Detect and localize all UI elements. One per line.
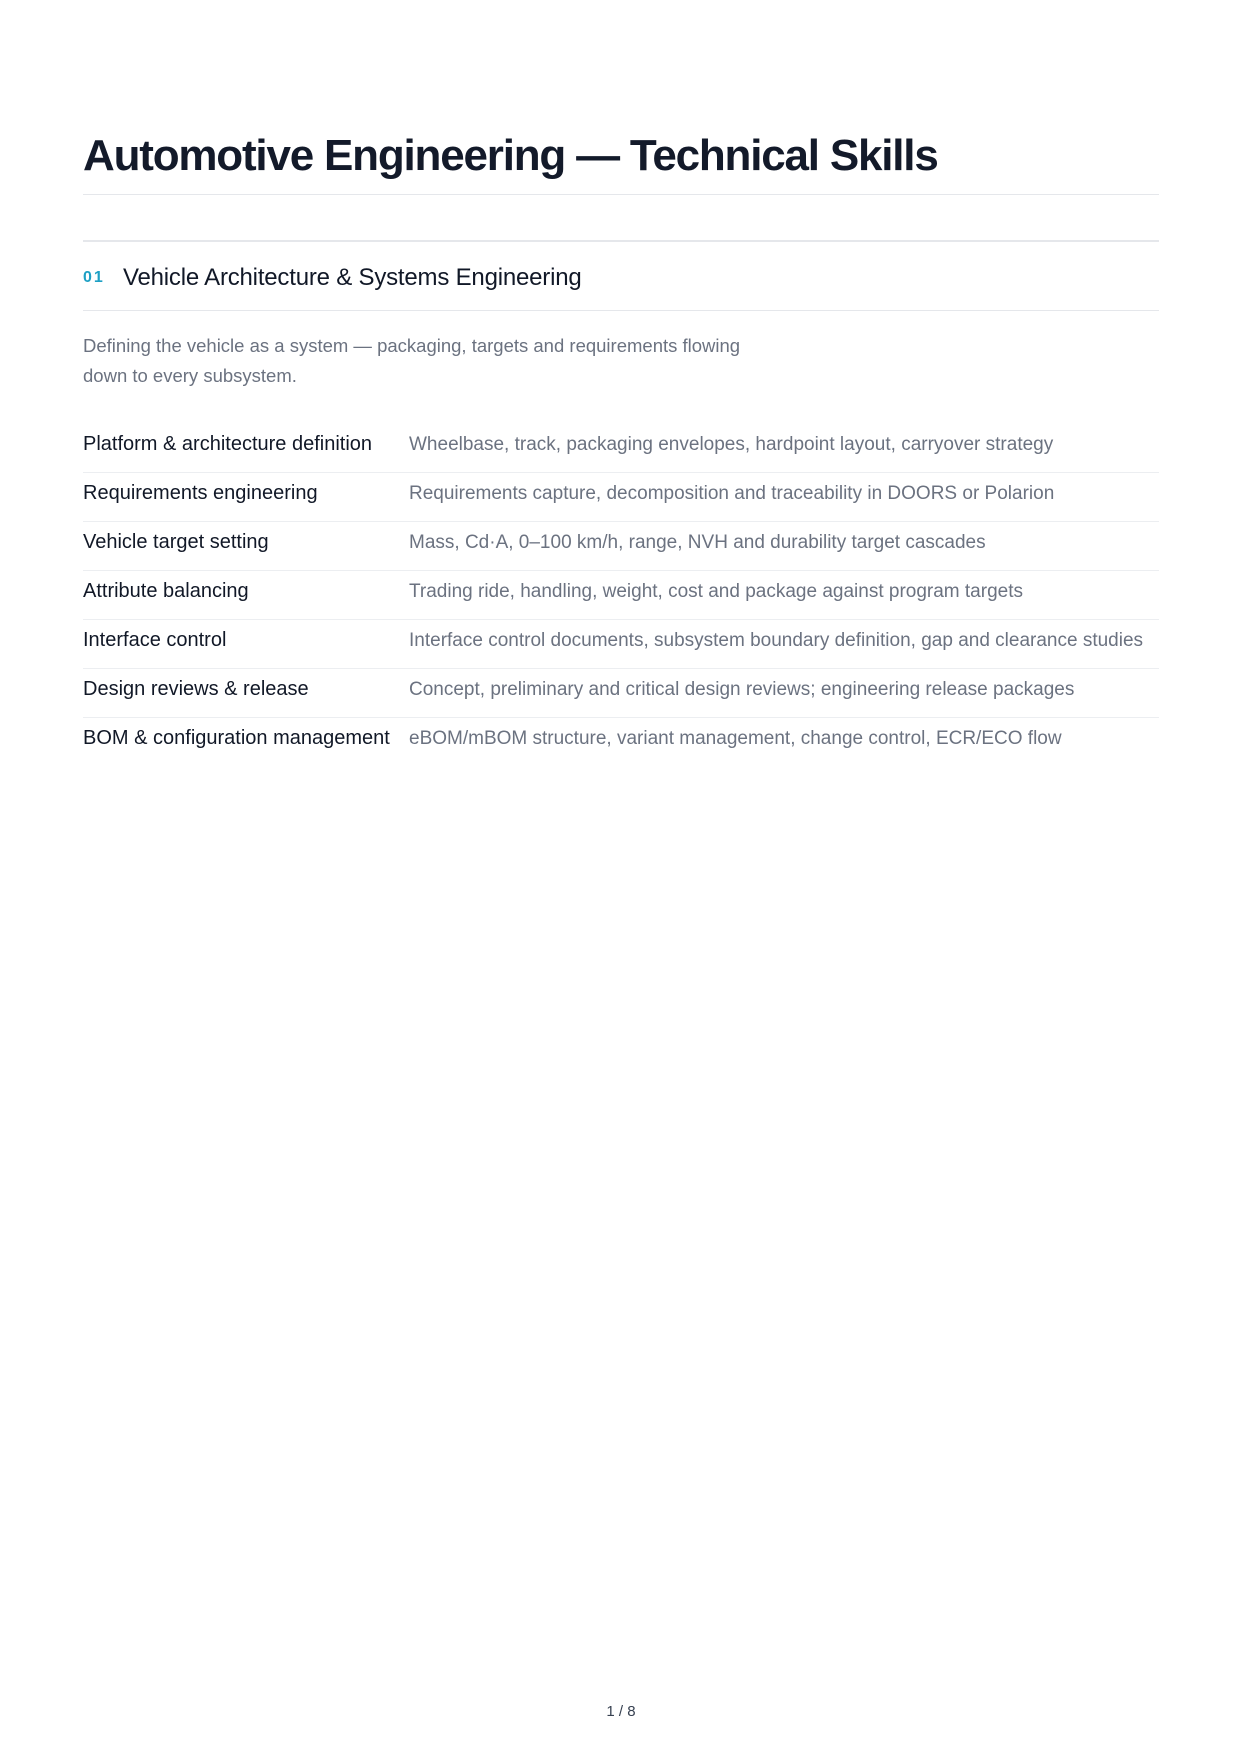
document-title: Automotive Engineering — Technical Skills (83, 131, 938, 180)
skill-detail: Trading ride, handling, weight, cost and package against program targets (409, 581, 1023, 602)
skill-row (83, 522, 1159, 571)
section-number: 01 (83, 269, 105, 286)
skill-row (83, 669, 1159, 718)
skill-detail: Concept, preliminary and critical design reviews; engineering release packages (409, 679, 1075, 700)
skill-name: Interface control (83, 629, 227, 651)
section-description: Defining the vehicle as a system — packaging, targets and requirements flowing down to every subsystem. (83, 335, 741, 386)
skill-name: Design reviews & release (83, 678, 309, 700)
skill-name: Vehicle target setting (83, 531, 269, 553)
skill-row (83, 473, 1159, 522)
skill-detail: eBOM/mBOM structure, variant management, change control, ECR/ECO flow (409, 728, 1062, 749)
section-title: Vehicle Architecture & Systems Engineering (123, 264, 582, 291)
page-number: 1 / 8 (606, 1703, 636, 1720)
skill-name: Platform & architecture definition (83, 433, 373, 455)
section-bottom-divider (83, 310, 1159, 311)
skills-table (83, 424, 1159, 766)
skill-detail: Mass, Cd·A, 0–100 km/h, range, NVH and durability target cascades (409, 532, 986, 553)
skill-detail: Interface control documents, subsystem boundary definition, gap and clearance studies (409, 630, 1144, 651)
skill-name: Attribute balancing (83, 580, 249, 602)
skill-row (83, 620, 1159, 669)
section-header (83, 262, 1159, 294)
skill-row (83, 424, 1159, 473)
skill-row (83, 571, 1159, 620)
skill-name: Requirements engineering (83, 482, 318, 504)
skill-detail: Requirements capture, decomposition and traceability in DOORS or Polarion (409, 483, 1055, 504)
skill-detail: Wheelbase, track, packaging envelopes, hardpoint layout, carryover strategy (409, 434, 1054, 455)
skill-row (83, 718, 1159, 766)
section-top-divider (83, 240, 1159, 242)
title-divider (83, 194, 1159, 195)
skill-name: BOM & configuration management (83, 727, 390, 749)
